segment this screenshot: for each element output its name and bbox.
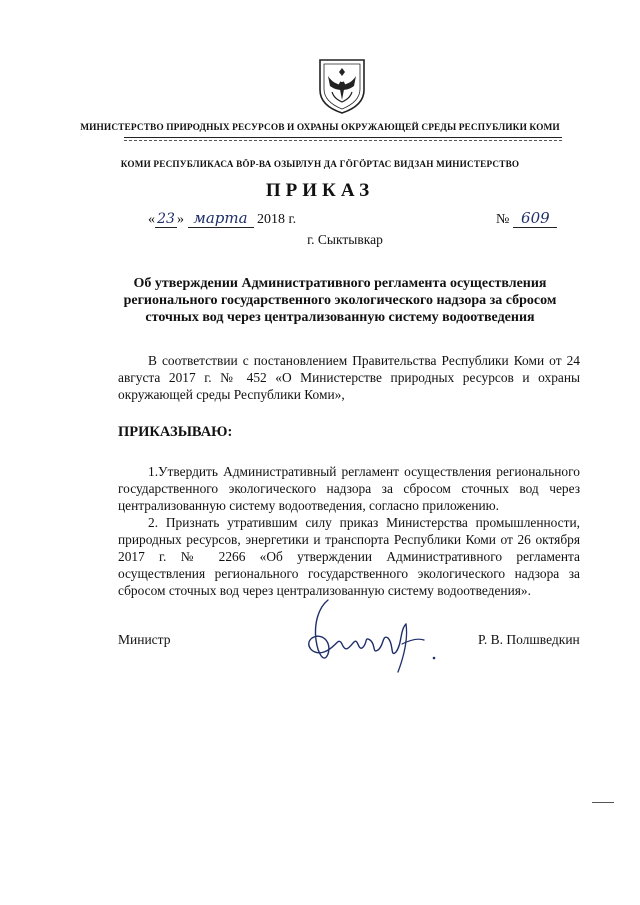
order-date — [148, 209, 296, 228]
legal-basis-paragraph: В соответствии с постановлением Правительства Республики Коми от 24 августа 2017 г. № 452 «О Министерстве природных ресурсов и охраны окружающей среды Республики Коми», — [118, 353, 580, 402]
handwritten-signature-icon — [298, 594, 448, 684]
order-subject: Об утверждении Административного регламента осуществления регионального государственного экологического надзора за сбросом сточных вод через централизованную систему водоотведения — [123, 276, 557, 325]
header-rule-dashed — [124, 140, 562, 141]
signatory-name: Р. В. Полшведкин — [478, 632, 580, 647]
order-item-2: 2. Признать утратившим силу приказ Министерства промышленности, природных ресурсов, энергетики и транспорта Республики Коми от 26 октября 2017 г. № 2266 «Об утверждении Административного регламента осуществления регионального государственного экологического надзора за сбросом сточных вод через централизованную систему водоотведения». — [118, 515, 580, 598]
header-rule — [124, 137, 562, 138]
date-month: марта — [188, 209, 254, 228]
document-type-title: ПРИКАЗ — [265, 180, 375, 201]
number-label: № — [496, 212, 510, 227]
date-open-quote: « — [148, 212, 155, 227]
coat-of-arms-icon — [314, 56, 370, 114]
orders-heading: ПРИКАЗЫВАЮ: — [118, 424, 233, 440]
date-day: 23 — [155, 211, 177, 228]
margin-mark — [592, 802, 614, 803]
signatory-position: Министр — [118, 632, 171, 647]
order-item-1: 1.Утвердить Административный регламент осуществления регионального государственного экологического надзора за сбросом сточных вод через централизованную систему водоотведения, согласно приложению. — [118, 464, 580, 513]
city: г. Сыктывкар — [307, 232, 383, 247]
date-close-quote: » — [177, 212, 184, 227]
number-value: 609 — [513, 209, 557, 228]
date-year: 2018 г. — [257, 212, 297, 227]
ministry-name-ru: МИНИСТЕРСТВО ПРИРОДНЫХ РЕСУРСОВ И ОХРАНЫ ОКРУЖАЮЩЕЙ СРЕДЫ РЕСПУБЛИКИ КОМИ — [80, 123, 560, 133]
order-number — [496, 209, 557, 228]
ministry-name-komi: КОМИ РЕСПУБЛИКАСА ВӦР-ВА ОЗЫРЛУН ДА ГӦГӦРТАС ВИДЗАН МИНИСТЕРСТВО — [120, 159, 520, 169]
